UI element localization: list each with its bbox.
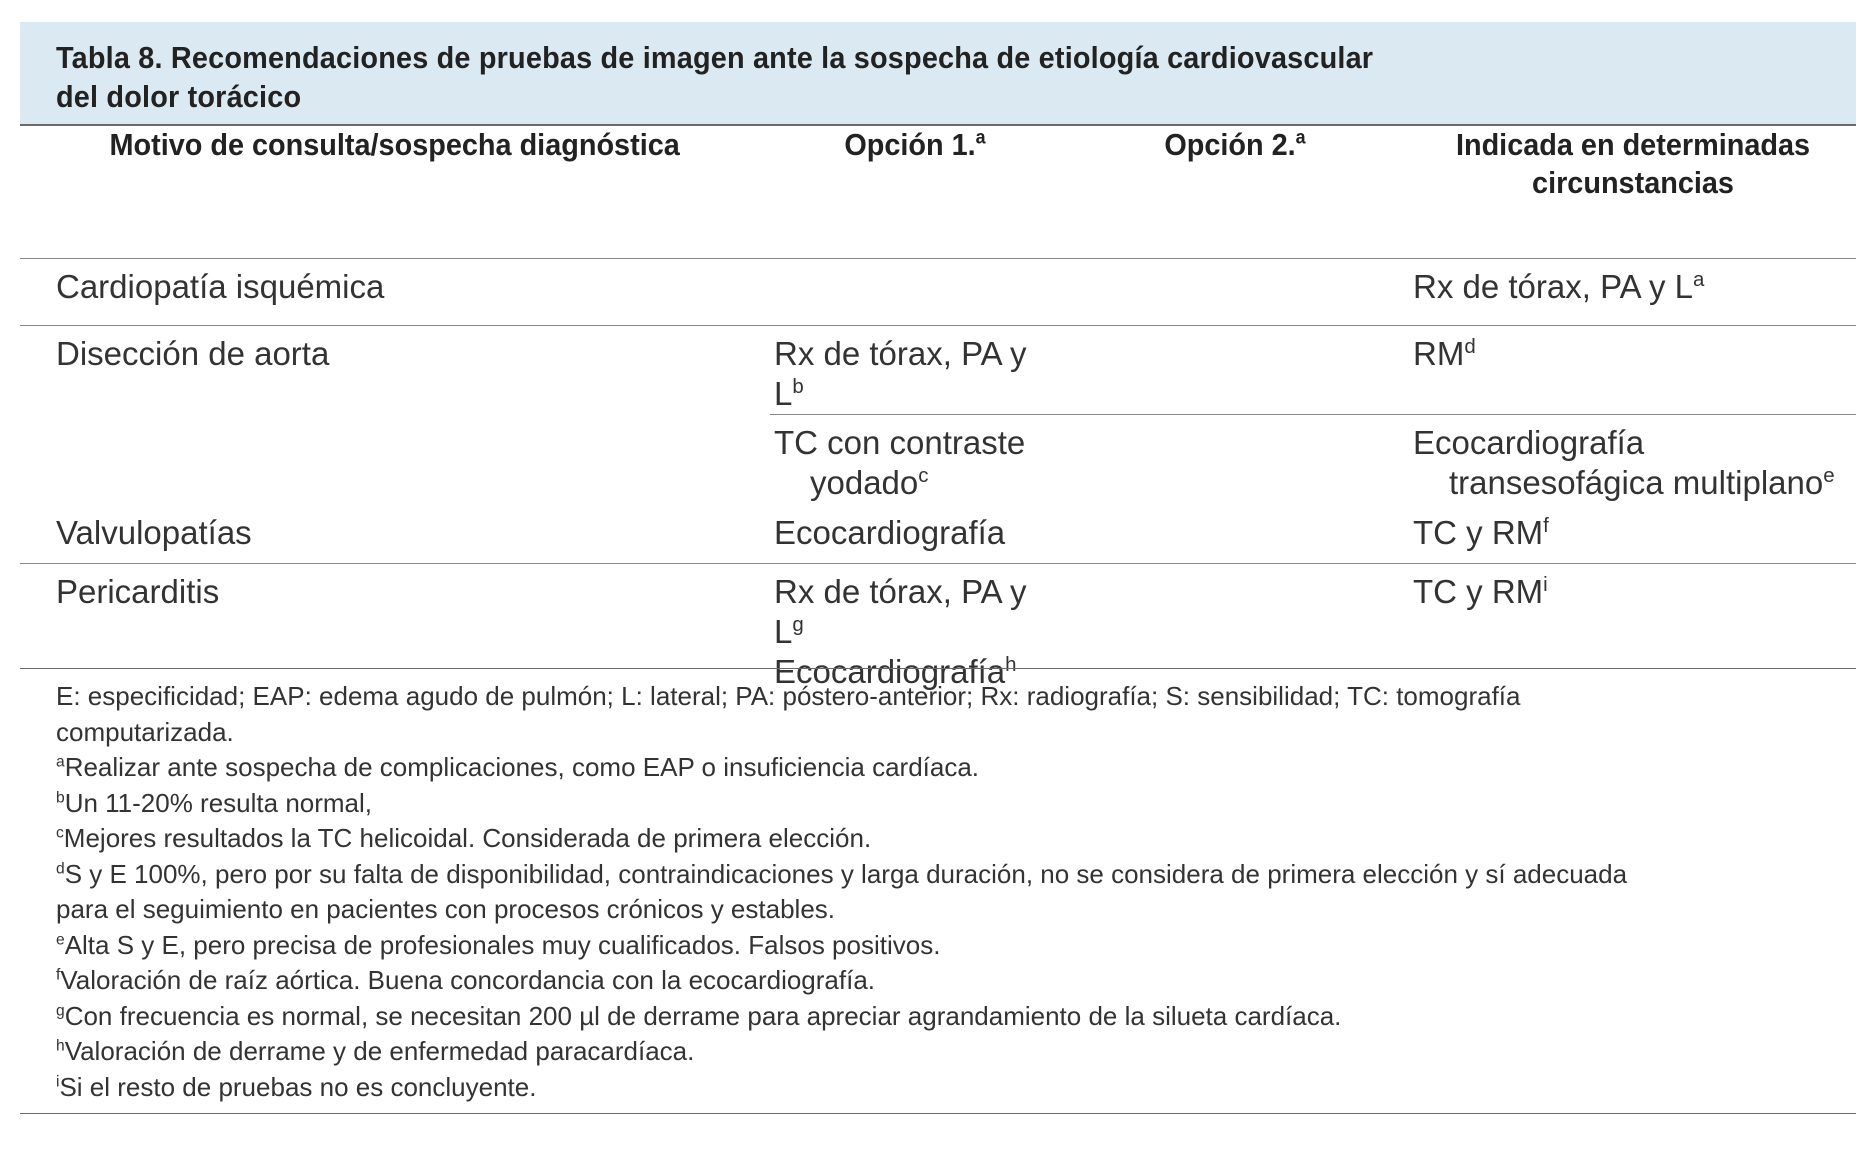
row-opcion-1 [770, 326, 1060, 415]
footnote-mark: c [56, 824, 64, 842]
table-row [20, 326, 1856, 415]
footnote-f [56, 963, 1856, 999]
header-indicada-line-1: Indicada en determinadas [1455, 127, 1811, 162]
footnote-g [56, 999, 1856, 1035]
row-opcion-1-sup: c [918, 464, 929, 487]
row-opcion-1 [770, 513, 1060, 564]
footnote-text: Valoración de raíz aórtica. Buena concordancia con la ecocardiografía. [60, 965, 876, 995]
row-indicada [1410, 326, 1856, 415]
recommendations-table [20, 126, 1856, 702]
header-motivo [20, 126, 770, 259]
header-opcion-2 [1060, 126, 1410, 259]
row-indicada-sup: i [1543, 572, 1548, 596]
footnote-text: Con frecuencia es normal, se necesitan 200 µl de derrame para apreciar agrandamiento de la silueta cardíaca. [64, 1000, 1342, 1031]
footnote-mark: e [56, 930, 65, 948]
row-indicada-text: TC y RM [1413, 572, 1544, 610]
row-indicada [1410, 259, 1856, 326]
header-opcion-1-label: Opción 1. [844, 127, 976, 162]
footnote-mark: f [56, 966, 61, 984]
row-indicada-text: Rx de tórax, PA y L [1413, 268, 1694, 305]
footnote-a [56, 750, 1856, 786]
row-indicada-line-2: transesofágica multiplano [1449, 464, 1824, 501]
row-opcion-1-text: Rx de tórax, PA y L [774, 335, 1027, 412]
header-opcion-2-sup: a [1295, 127, 1306, 149]
table-row [20, 259, 1856, 326]
row-opcion-1 [770, 563, 1060, 652]
footnote-abbreviations [56, 679, 1856, 750]
row-indicada [1410, 415, 1856, 513]
footnote-i [56, 1070, 1856, 1106]
header-indicada-line-2: circunstancias [1532, 165, 1734, 200]
footnote-text-continued: para el seguimiento en pacientes con procesos crónicos y estables. [56, 894, 835, 924]
row-opcion-1-sup: g [792, 612, 804, 636]
footnote-text: Realizar ante sospecha de complicaciones, como EAP o insuficiencia cardíaca. [64, 752, 980, 782]
row-indicada [1410, 563, 1856, 652]
footnote-text: Mejores resultados la TC helicoidal. Considerada de primera elección. [63, 823, 872, 853]
table-title-line-2: del dolor torácico [56, 79, 302, 114]
row-opcion-1-line-2: yodado [810, 464, 919, 501]
row-indicada [1410, 513, 1856, 564]
footnote-b [56, 786, 1856, 822]
table-container [20, 22, 1856, 702]
row-opcion-1-text: Ecocardiografía [774, 513, 1006, 551]
row-motivo: Disección de aorta [56, 335, 330, 372]
row-indicada-sup: a [1693, 268, 1705, 291]
table-header-row [20, 126, 1856, 259]
row-opcion-2 [1060, 563, 1410, 652]
footnote-text: Alta S y E, pero precisa de profesionales muy cualificados. Falsos positivos. [64, 929, 941, 960]
footnote-mark: g [56, 1001, 65, 1019]
footnote-mark: d [56, 859, 65, 877]
row-opcion-1-sup: h [1005, 652, 1017, 676]
row-opcion-1 [770, 415, 1060, 513]
footnote-text: Si el resto de pruebas no es concluyente. [59, 1071, 537, 1102]
table-row [20, 415, 1856, 513]
header-indicada [1410, 126, 1856, 259]
row-motivo: Pericarditis [56, 572, 220, 610]
row-opcion-1-text: Rx de tórax, PA y L [774, 572, 1027, 650]
table-row [20, 563, 1856, 652]
footnote-mark: h [56, 1037, 65, 1055]
row-motivo: Valvulopatías [20, 513, 770, 564]
footnote-text: Valoración de derrame y de enfermedad paracardíaca. [64, 1036, 695, 1066]
footnote-e [56, 928, 1856, 964]
footnote-h [56, 1034, 1856, 1070]
row-indicada-sup: e [1823, 464, 1835, 487]
footnote-text: S y E 100%, pero por su falta de disponibilidad, contraindicaciones y larga duración, no se considera de primera elección y sí adecuada [64, 858, 1628, 889]
footnote-mark: a [56, 753, 65, 771]
row-motivo: Cardiopatía isquémica [20, 259, 770, 326]
footnote-c [56, 821, 1856, 857]
row-opcion-2 [1060, 513, 1410, 564]
row-opcion-2 [1060, 259, 1410, 326]
header-motivo-label: Motivo de consulta/sospecha diagnóstica [109, 127, 681, 162]
footnote-mark: i [56, 1072, 60, 1090]
header-opcion-1 [770, 126, 1060, 259]
row-opcion-1-sup: b [792, 375, 804, 398]
row-opcion-2 [1060, 415, 1410, 513]
footnote-text: Un 11-20% resulta normal, [64, 787, 373, 818]
table-row [20, 513, 1856, 564]
row-opcion-2 [1060, 326, 1410, 415]
row-indicada-sup: d [1464, 335, 1476, 358]
row-indicada-sup: f [1543, 513, 1549, 537]
footnote-abbreviations-line-2: computarizada. [56, 716, 234, 747]
row-indicada-text: RM [1413, 335, 1465, 372]
header-opcion-1-sup: a [975, 127, 986, 149]
table-title-line-1: Tabla 8. Recomendaciones de pruebas de imagen ante la sospecha de etiología cardiovascular [56, 40, 1374, 75]
row-opcion-1-line-1: TC con contraste [774, 424, 1026, 461]
table-footnotes [20, 668, 1856, 1114]
row-opcion-1 [770, 259, 1060, 326]
table-title-bar [20, 22, 1856, 126]
footnote-abbreviations-line-1: E: especificidad; EAP: edema agudo de pulmón; L: lateral; PA: póstero-anterior; Rx: radiografía; S: sensibilidad; TC: tomografía [56, 681, 1521, 711]
row-motivo [20, 415, 770, 513]
row-opcion-1-text: Ecocardiografía [774, 652, 1006, 690]
footnote-mark: b [56, 788, 65, 806]
footnote-d [56, 857, 1856, 928]
row-indicada-text: TC y RM [1413, 513, 1544, 551]
header-opcion-2-label: Opción 2. [1164, 127, 1296, 162]
row-indicada-line-1: Ecocardiografía [1413, 424, 1645, 461]
